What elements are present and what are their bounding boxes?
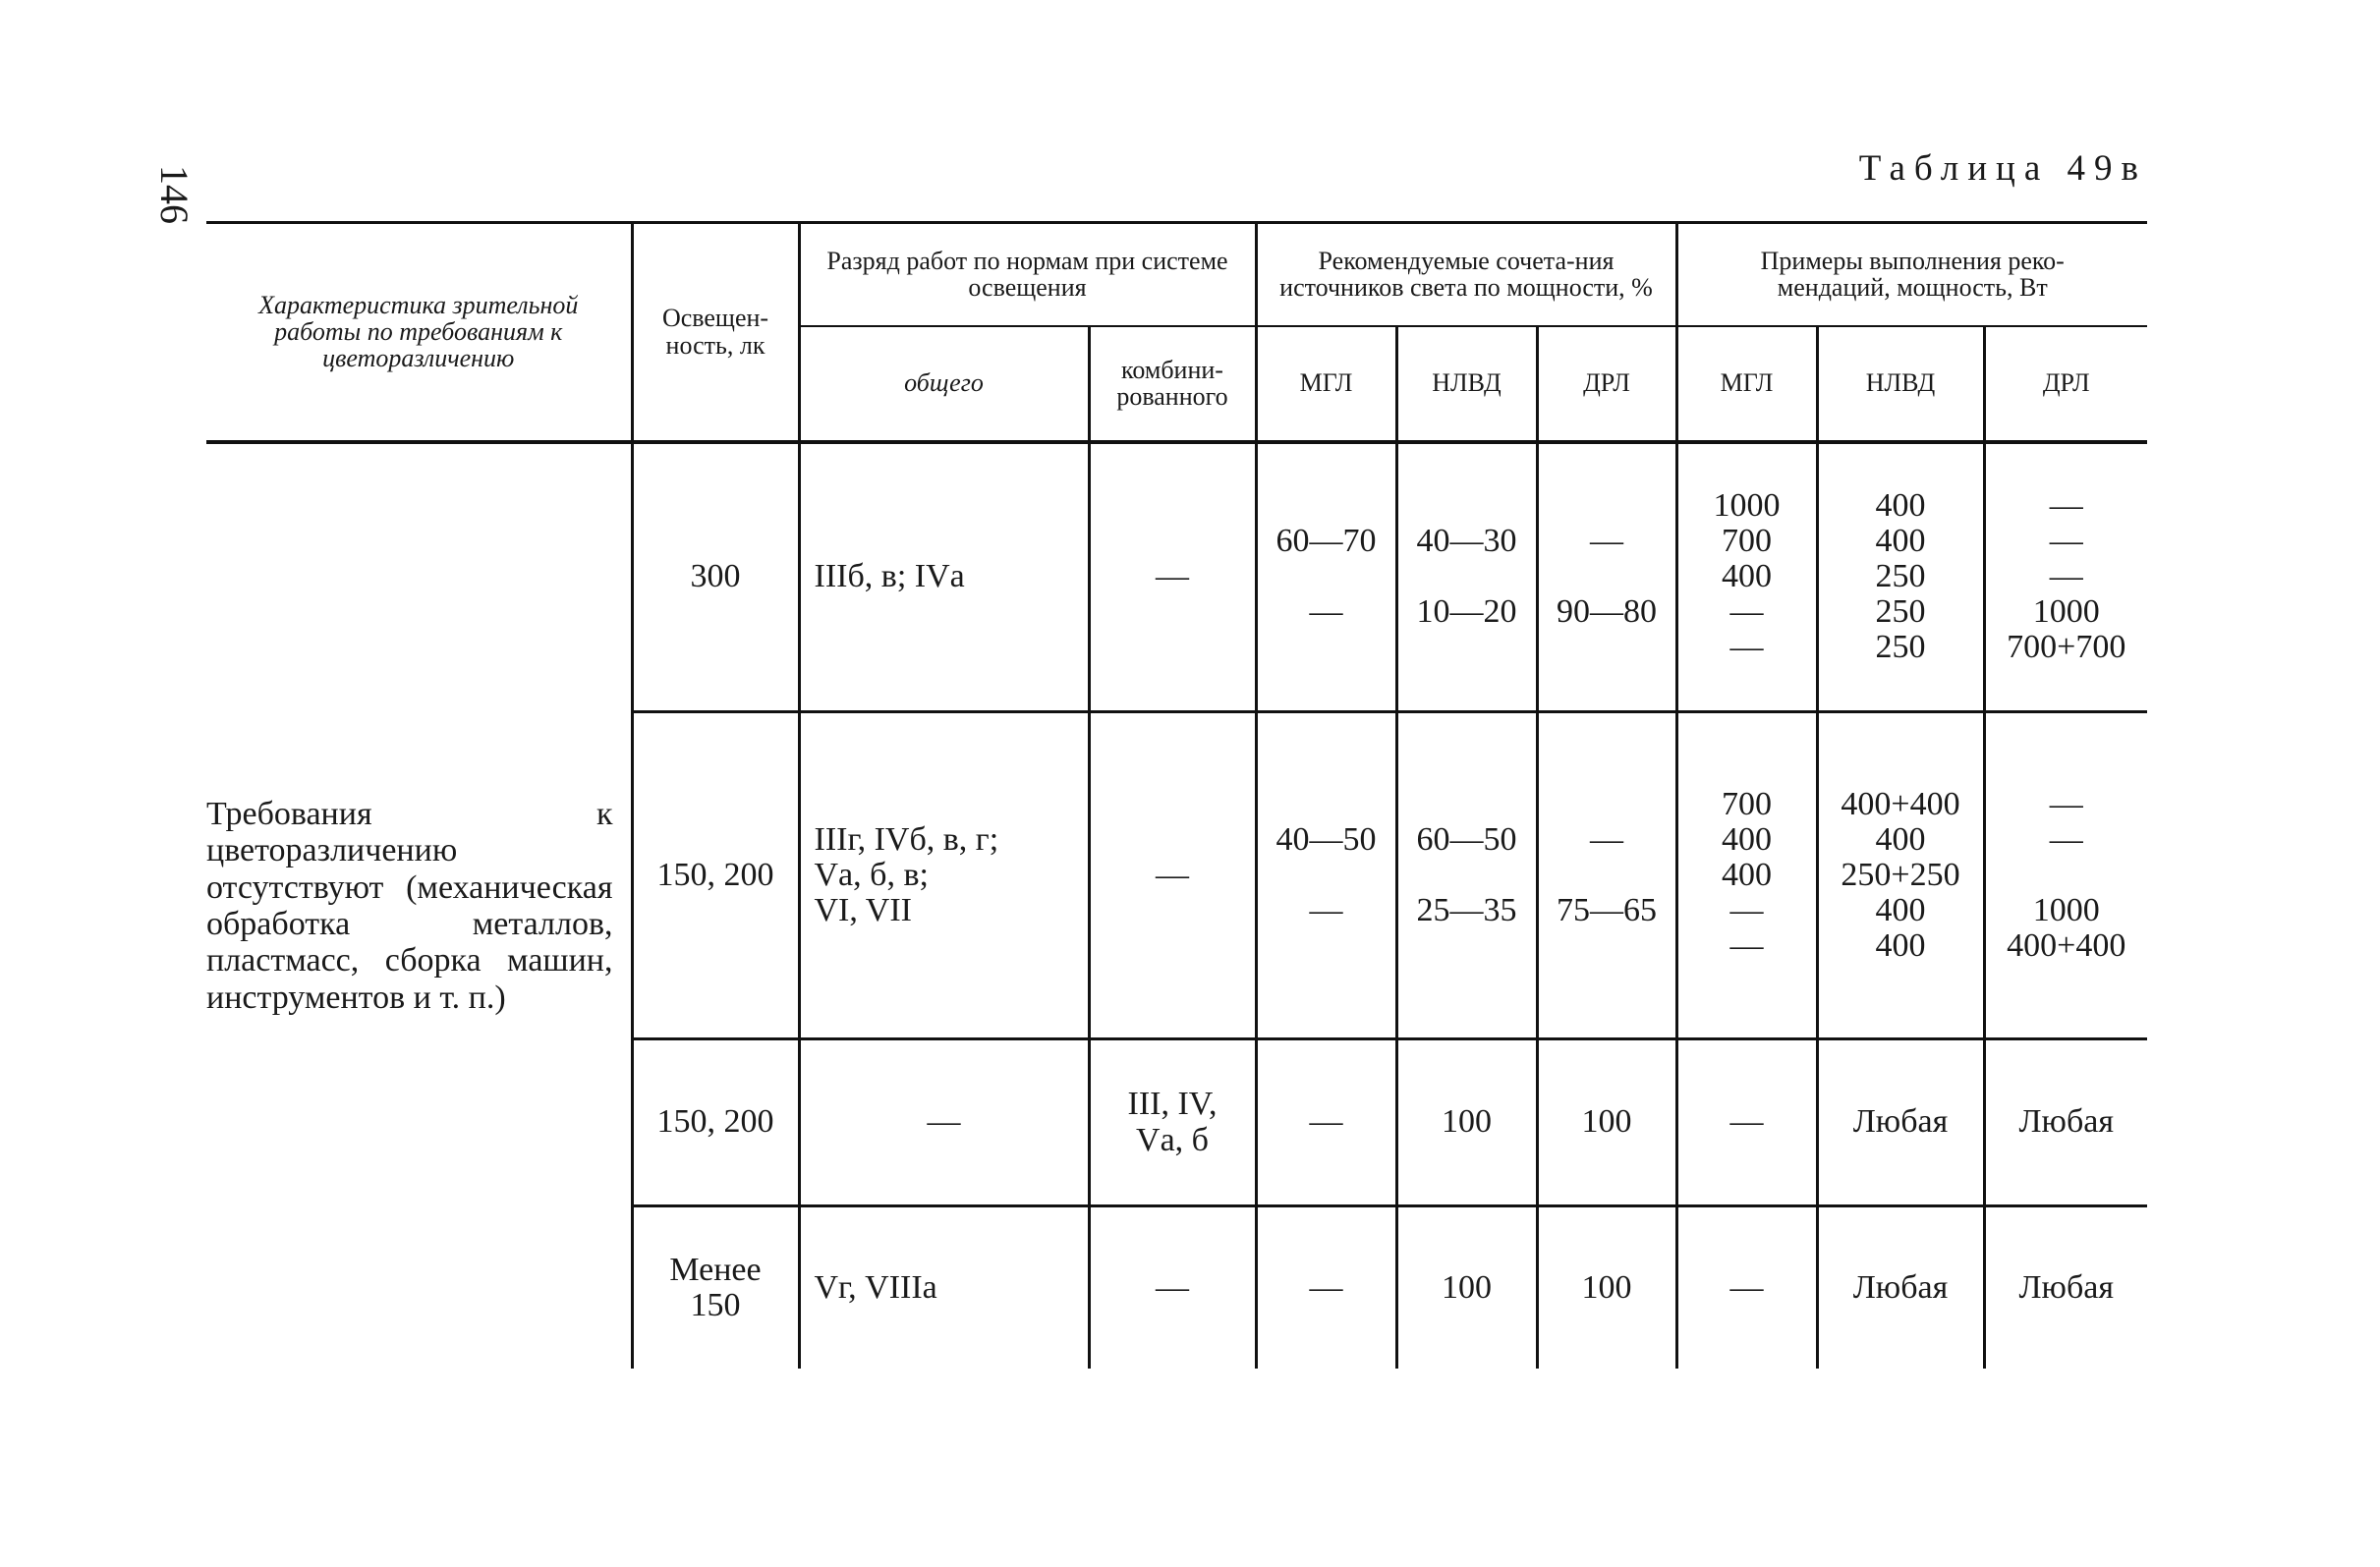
cell-rec-nlvd: 100 <box>1396 1206 1537 1369</box>
cell-combined: — <box>1089 1206 1256 1369</box>
cell-rec-nlvd: 60—50 25—35 <box>1396 712 1537 1039</box>
cell-ex-drl: — — — 1000 700+700 <box>1984 442 2147 712</box>
cell-rec-mgl: 40—50 — <box>1256 712 1396 1039</box>
cell-ex-nlvd: Любая <box>1817 1039 1984 1206</box>
cell-ex-drl: Любая <box>1984 1206 2147 1369</box>
cell-rec-nlvd: 100 <box>1396 1039 1537 1206</box>
cell-rec-mgl: — <box>1256 1039 1396 1206</box>
cell-combined: III, IV, Vа, б <box>1089 1039 1256 1206</box>
data-table <box>206 221 2147 1369</box>
header-rec-drl: ДРЛ <box>1537 326 1676 442</box>
header-ex-nlvd: НЛВД <box>1817 326 1984 442</box>
cell-general: IIIб, в; IVа <box>799 442 1089 712</box>
cell-illuminance: Менее 150 <box>632 1206 799 1369</box>
table-body <box>206 442 2147 1369</box>
cell-rec-mgl: 60—70 — <box>1256 442 1396 712</box>
table-row <box>206 442 2147 712</box>
header-category-group: Разряд работ по нормам при системе освещения <box>799 223 1256 326</box>
header-category-combined: комбини-рованного <box>1089 326 1256 442</box>
cell-rec-drl: 100 <box>1537 1206 1676 1369</box>
header-examples-group: Примеры выполнения реко-мендаций, мощность, Вт <box>1676 223 2147 326</box>
header-rec-mgl: МГЛ <box>1256 326 1396 442</box>
cell-rec-drl: — 90—80 <box>1537 442 1676 712</box>
cell-illuminance: 150, 200 <box>632 712 799 1039</box>
header-category-general: общего <box>799 326 1089 442</box>
header-ex-mgl: МГЛ <box>1676 326 1817 442</box>
cell-illuminance: 300 <box>632 442 799 712</box>
cell-illuminance: 150, 200 <box>632 1039 799 1206</box>
header-illuminance: Освещен-ность, лк <box>632 223 799 442</box>
characteristic-cell: Требования к цветоразличению отсутствуют (механическая обработка металлов, пластмасс, сборка машин, инструментов и т. п.) <box>206 795 613 1016</box>
cell-rec-drl: 100 <box>1537 1039 1676 1206</box>
table-header <box>206 223 2147 442</box>
header-ex-drl: ДРЛ <box>1984 326 2147 442</box>
header-rec-nlvd: НЛВД <box>1396 326 1537 442</box>
cell-ex-mgl: 1000 700 400 — — <box>1676 442 1817 712</box>
header-characteristic: Характеристика зрительной работы по требованиям к цветоразличению <box>258 290 579 373</box>
cell-ex-nlvd: 400+400 400 250+250 400 400 <box>1817 712 1984 1039</box>
cell-rec-drl: — 75—65 <box>1537 712 1676 1039</box>
cell-ex-drl: — — 1000 400+400 <box>1984 712 2147 1039</box>
cell-general: — <box>799 1039 1089 1206</box>
page-number: 146 <box>152 165 198 224</box>
cell-ex-nlvd: Любая <box>1817 1206 1984 1369</box>
table-container <box>206 221 2147 1369</box>
cell-combined: — <box>1089 442 1256 712</box>
cell-ex-mgl: — <box>1676 1206 1817 1369</box>
cell-rec-mgl: — <box>1256 1206 1396 1369</box>
cell-ex-nlvd: 400 400 250 250 250 <box>1817 442 1984 712</box>
cell-combined: — <box>1089 712 1256 1039</box>
cell-ex-mgl: — <box>1676 1039 1817 1206</box>
cell-rec-nlvd: 40—30 10—20 <box>1396 442 1537 712</box>
cell-general: IIIг, IVб, в, г; Vа, б, в; VI, VII <box>799 712 1089 1039</box>
header-recommended-group: Рекомендуемые сочета-ния источников света по мощности, % <box>1256 223 1676 326</box>
table-title: Таблица 49в <box>1858 148 2147 189</box>
cell-general: Vг, VIIIа <box>799 1206 1089 1369</box>
cell-ex-mgl: 700 400 400 — — <box>1676 712 1817 1039</box>
cell-ex-drl: Любая <box>1984 1039 2147 1206</box>
